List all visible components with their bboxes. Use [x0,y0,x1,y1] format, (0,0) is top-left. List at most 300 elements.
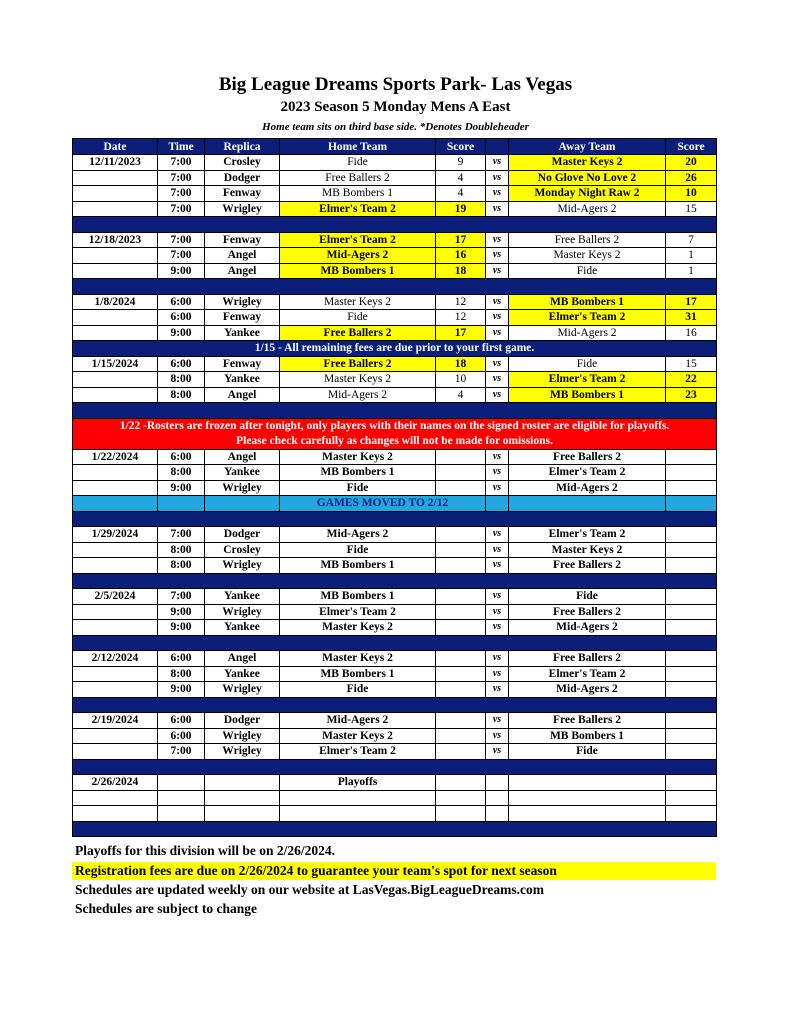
away-team: Fide [509,589,666,605]
game-time: 8:00 [158,387,205,403]
home-score [436,790,486,806]
away-score [666,542,717,558]
game-row [73,155,717,171]
game-date: 1/8/2024 [73,294,158,310]
home-score: 10 [436,372,486,388]
home-team: MB Bombers 1 [280,666,436,682]
moved-blank [158,496,205,512]
home-team: Elmer's Team 2 [280,232,436,248]
game-date [73,620,158,636]
col-date: Date [73,139,158,155]
game-date: 2/5/2024 [73,589,158,605]
game-row [73,666,717,682]
game-date: 12/11/2023 [73,155,158,171]
vs-label: vs [486,558,509,574]
away-score [666,558,717,574]
home-score [436,651,486,667]
footer-disclaimer: Schedules are subject to change [75,901,257,916]
game-replica: Yankee [205,666,280,682]
home-score [436,449,486,465]
moved-blank [73,496,158,512]
alert-line-2: Please check carefully as changes will not be made for omissions. [236,434,553,447]
game-replica: Angel [205,248,280,264]
game-replica: Crosley [205,155,280,171]
game-row [73,263,717,279]
vs-label: vs [486,294,509,310]
away-score [666,728,717,744]
vs-label: vs [486,744,509,760]
separator-cell [73,511,717,527]
away-team: Mid-Agers 2 [509,620,666,636]
game-replica: Angel [205,387,280,403]
vs-label: vs [486,387,509,403]
home-score [436,620,486,636]
game-date: 2/26/2024 [73,775,158,791]
home-score [436,666,486,682]
game-row [73,449,717,465]
table-header-row [73,139,717,155]
home-team [280,806,436,822]
vs-label: vs [486,651,509,667]
game-time: 8:00 [158,666,205,682]
game-row [73,713,717,729]
vs-label: vs [486,604,509,620]
alert-line-1: 1/22 -Rosters are frozen after tonight, only players with their names on the signed roster are eligible for playoffs. [119,419,670,432]
game-replica: Wrigley [205,604,280,620]
games-moved-row [73,496,717,512]
away-team: Free Ballers 2 [509,604,666,620]
home-team: Mid-Agers 2 [280,387,436,403]
col-away-score: Score [666,139,717,155]
away-score [666,744,717,760]
away-score [666,449,717,465]
home-team: Fide [280,480,436,496]
game-time [158,775,205,791]
home-score [436,775,486,791]
away-team: Master Keys 2 [509,542,666,558]
away-team: MB Bombers 1 [509,387,666,403]
away-team: MB Bombers 1 [509,294,666,310]
game-row [73,651,717,667]
home-team: Mid-Agers 2 [280,713,436,729]
home-team: Fide [280,682,436,698]
game-row [73,527,717,543]
game-date [73,325,158,341]
home-team: Fide [280,155,436,171]
game-replica [205,775,280,791]
game-date [73,480,158,496]
week-separator [73,759,717,775]
home-team: MB Bombers 1 [280,263,436,279]
away-team: Free Ballers 2 [509,232,666,248]
vs-label: vs [486,589,509,605]
game-row [73,372,717,388]
footer-website: Schedules are updated weekly on our website at LasVegas.BigLeagueDreams.com [75,882,545,897]
away-score [666,775,717,791]
away-team: Elmer's Team 2 [509,465,666,481]
home-team: Mid-Agers 2 [280,248,436,264]
away-score: 31 [666,310,717,326]
home-score: 17 [436,232,486,248]
moved-blank [509,496,666,512]
vs-label: vs [486,356,509,372]
game-time: 9:00 [158,604,205,620]
game-date [73,806,158,822]
vs-label: vs [486,666,509,682]
game-date [73,372,158,388]
game-replica: Yankee [205,372,280,388]
moved-blank [486,496,509,512]
away-team [509,775,666,791]
game-replica: Dodger [205,713,280,729]
game-row [73,589,717,605]
home-team: Master Keys 2 [280,651,436,667]
away-team: Master Keys 2 [509,155,666,171]
game-replica: Yankee [205,325,280,341]
game-time: 7:00 [158,170,205,186]
game-replica: Fenway [205,310,280,326]
home-score: 4 [436,170,486,186]
home-score [436,744,486,760]
game-date: 1/15/2024 [73,356,158,372]
home-score: 4 [436,387,486,403]
game-date: 12/18/2023 [73,232,158,248]
week-separator [73,573,717,589]
vs-label: vs [486,310,509,326]
away-score [666,480,717,496]
vs-label: vs [486,232,509,248]
home-score [436,728,486,744]
home-score [436,480,486,496]
game-replica: Fenway [205,356,280,372]
away-score [666,620,717,636]
game-date [73,744,158,760]
game-time: 6:00 [158,713,205,729]
vs-label: vs [486,449,509,465]
game-row [73,186,717,202]
home-score [436,465,486,481]
home-team: Mid-Agers 2 [280,527,436,543]
home-score [436,604,486,620]
game-row [73,604,717,620]
vs-label: vs [486,263,509,279]
away-score: 1 [666,248,717,264]
game-date [73,263,158,279]
game-date [73,465,158,481]
game-time: 7:00 [158,527,205,543]
away-score [666,790,717,806]
home-team: Master Keys 2 [280,449,436,465]
home-score [436,682,486,698]
game-date [73,170,158,186]
game-date [73,728,158,744]
home-score: 18 [436,263,486,279]
schedule-table [72,138,717,837]
footer-playoffs: Playoffs for this division will be on 2/26/2024. [75,843,336,858]
home-team: Playoffs [280,775,436,791]
away-team: Fide [509,744,666,760]
separator-cell [73,635,717,651]
game-time: 7:00 [158,248,205,264]
game-date [73,542,158,558]
home-score: 4 [436,186,486,202]
game-row [73,356,717,372]
home-team: Master Keys 2 [280,294,436,310]
vs-label: vs [486,527,509,543]
home-score: 18 [436,356,486,372]
home-score: 19 [436,201,486,217]
away-score [666,806,717,822]
away-team: Elmer's Team 2 [509,527,666,543]
home-team: Free Ballers 2 [280,170,436,186]
home-score: 12 [436,310,486,326]
home-score: 9 [436,155,486,171]
game-replica: Wrigley [205,682,280,698]
game-row [73,728,717,744]
vs-label [486,790,509,806]
week-separator [73,217,717,233]
col-home-team: Home Team [280,139,436,155]
game-row [73,558,717,574]
game-time: 8:00 [158,465,205,481]
away-score: 7 [666,232,717,248]
game-time: 7:00 [158,186,205,202]
game-replica: Angel [205,651,280,667]
page-title: Big League Dreams Sports Park- Las Vegas [218,74,573,95]
games-moved-text: GAMES MOVED TO 2/12 [280,496,486,512]
game-replica: Wrigley [205,728,280,744]
game-time: 7:00 [158,155,205,171]
game-date: 2/12/2024 [73,651,158,667]
away-team [509,806,666,822]
away-team: Elmer's Team 2 [509,310,666,326]
week-separator [73,511,717,527]
game-date: 2/19/2024 [73,713,158,729]
page-note: Home team sits on third base side. *Denotes Doubleheader [262,121,529,133]
week-separator [73,279,717,295]
game-replica: Wrigley [205,558,280,574]
away-score [666,465,717,481]
week-separator [73,403,717,419]
game-replica [205,790,280,806]
away-team: MB Bombers 1 [509,728,666,744]
game-time: 6:00 [158,356,205,372]
vs-label: vs [486,170,509,186]
game-row [73,310,717,326]
game-time: 6:00 [158,728,205,744]
home-score: 12 [436,294,486,310]
game-replica: Angel [205,449,280,465]
week-separator [73,821,717,837]
game-row [73,744,717,760]
game-replica: Yankee [205,589,280,605]
home-team: Elmer's Team 2 [280,201,436,217]
away-team: Free Ballers 2 [509,651,666,667]
game-row [73,465,717,481]
home-score [436,589,486,605]
game-date [73,666,158,682]
game-row [73,775,717,791]
home-team: Elmer's Team 2 [280,604,436,620]
vs-label: vs [486,155,509,171]
game-replica: Yankee [205,620,280,636]
home-score: 17 [436,325,486,341]
game-row [73,294,717,310]
game-row [73,806,717,822]
game-time: 7:00 [158,201,205,217]
home-team: MB Bombers 1 [280,465,436,481]
vs-label: vs [486,728,509,744]
game-time: 7:00 [158,744,205,760]
home-score [436,558,486,574]
vs-label: vs [486,620,509,636]
home-team: Free Ballers 2 [280,356,436,372]
moved-blank [666,496,717,512]
game-date [73,248,158,264]
game-time: 7:00 [158,589,205,605]
game-replica: Wrigley [205,201,280,217]
game-row [73,248,717,264]
vs-label: vs [486,682,509,698]
away-team: Free Ballers 2 [509,449,666,465]
game-time: 8:00 [158,372,205,388]
game-replica: Dodger [205,170,280,186]
away-team: Master Keys 2 [509,248,666,264]
vs-label: vs [486,465,509,481]
away-score: 17 [666,294,717,310]
separator-cell [73,759,717,775]
away-score [666,604,717,620]
away-score [666,651,717,667]
away-team: Free Ballers 2 [509,713,666,729]
game-time: 6:00 [158,310,205,326]
week-separator [73,697,717,713]
game-row [73,325,717,341]
notice-row [73,341,717,357]
away-team: Mid-Agers 2 [509,201,666,217]
col-time: Time [158,139,205,155]
separator-cell [73,217,717,233]
col-home-score: Score [436,139,486,155]
away-score: 23 [666,387,717,403]
vs-label [486,806,509,822]
game-time: 9:00 [158,325,205,341]
home-team: Fide [280,542,436,558]
vs-label: vs [486,372,509,388]
game-replica: Wrigley [205,744,280,760]
away-team: Monday Night Raw 2 [509,186,666,202]
game-date [73,604,158,620]
game-time: 9:00 [158,480,205,496]
away-team: Fide [509,263,666,279]
game-row [73,790,717,806]
home-team: MB Bombers 1 [280,589,436,605]
away-score [666,666,717,682]
away-team: Free Ballers 2 [509,558,666,574]
away-team: Mid-Agers 2 [509,682,666,698]
vs-label: vs [486,325,509,341]
home-score [436,806,486,822]
game-row [73,480,717,496]
game-replica: Yankee [205,465,280,481]
moved-blank [205,496,280,512]
game-date: 1/29/2024 [73,527,158,543]
game-date: 1/22/2024 [73,449,158,465]
game-replica: Wrigley [205,480,280,496]
vs-label: vs [486,186,509,202]
home-team: MB Bombers 1 [280,558,436,574]
game-time: 7:00 [158,232,205,248]
separator-cell [73,573,717,589]
game-date [73,310,158,326]
home-team: MB Bombers 1 [280,186,436,202]
game-row [73,682,717,698]
game-date [73,682,158,698]
away-team: Mid-Agers 2 [509,325,666,341]
game-replica: Wrigley [205,294,280,310]
game-time: 8:00 [158,542,205,558]
away-score [666,527,717,543]
vs-label: vs [486,480,509,496]
away-score: 22 [666,372,717,388]
game-replica: Crosley [205,542,280,558]
away-score [666,589,717,605]
game-time: 9:00 [158,682,205,698]
away-team: Fide [509,356,666,372]
home-score [436,527,486,543]
vs-label: vs [486,542,509,558]
week-separator [73,635,717,651]
col-away-team: Away Team [509,139,666,155]
away-score: 16 [666,325,717,341]
roster-alert-row [73,418,717,449]
home-score [436,542,486,558]
game-row [73,620,717,636]
notice-text: 1/15 - All remaining fees are due prior to your first game. [73,341,717,357]
game-replica [205,806,280,822]
footer-registration: Registration fees are due on 2/26/2024 to guarantee your team's spot for next season [75,863,557,878]
away-team: Mid-Agers 2 [509,480,666,496]
game-replica: Dodger [205,527,280,543]
game-row [73,232,717,248]
away-score: 26 [666,170,717,186]
game-time: 9:00 [158,620,205,636]
home-team: Master Keys 2 [280,728,436,744]
game-replica: Angel [205,263,280,279]
game-time [158,790,205,806]
away-score: 10 [666,186,717,202]
home-team: Master Keys 2 [280,620,436,636]
schedule-body [73,155,717,837]
game-date [73,201,158,217]
game-row [73,542,717,558]
away-score [666,713,717,729]
home-team: Master Keys 2 [280,372,436,388]
away-score [666,682,717,698]
away-score: 20 [666,155,717,171]
game-time: 6:00 [158,651,205,667]
vs-label [486,775,509,791]
separator-cell [73,697,717,713]
home-team: Elmer's Team 2 [280,744,436,760]
game-date [73,186,158,202]
away-score: 1 [666,263,717,279]
game-time: 6:00 [158,294,205,310]
game-time: 8:00 [158,558,205,574]
col-replica: Replica [205,139,280,155]
game-time: 9:00 [158,263,205,279]
game-replica: Fenway [205,232,280,248]
